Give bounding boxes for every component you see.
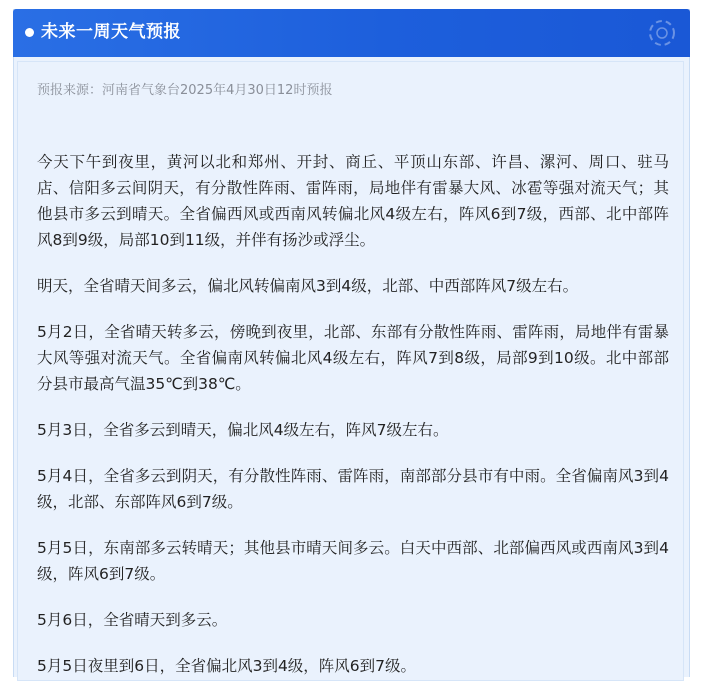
forecast-paragraph: 明天，全省晴天间多云，偏北风转偏南风3到4级，北部、中西部阵风7级左右。: [37, 277, 579, 295]
forecast-paragraph: 5月6日，全省晴天到多云。: [37, 611, 228, 629]
forecast-body: [37, 149, 669, 699]
forecast-source: 预报来源：河南省气象台2025年4月30日12时预报: [37, 83, 333, 98]
forecast-card: [13, 9, 690, 677]
bullet-dot-icon: [25, 28, 34, 37]
forecast-paragraph: 5月5日夜里到6日，全省偏北风3到4级，阵风6到7级。: [37, 657, 417, 675]
card-title: 未来一周天气预报: [41, 22, 181, 42]
card-header: [13, 9, 690, 57]
forecast-paragraph: 今天下午到夜里，黄河以北和郑州、开封、商丘、平顶山东部、许昌、漯河、周口、驻马店、信阳多云间阴天，有分散性阵雨、雷阵雨，局地伴有雷暴大风、冰雹等强对流天气；其他县市多云到晴天。全省偏西风或西南风转偏北风4级左右，阵风6到7级，西部、北中部阵风8到9级，局部10到11级，并伴有扬沙或浮尘。: [37, 153, 669, 249]
forecast-paragraph: 5月4日，全省多云到阴天，有分散性阵雨、雷阵雨，南部部分县市有中雨。全省偏南风3到4级，北部、东部阵风6到7级。: [37, 467, 669, 511]
decorative-circle-icon: [640, 15, 680, 51]
forecast-paragraph: 5月5日，东南部多云转晴天；其他县市晴天间多云。白天中西部、北部偏西风或西南风3到4级，阵风6到7级。: [37, 539, 669, 583]
forecast-paragraph: 5月3日，全省多云到晴天，偏北风4级左右，阵风7级左右。: [37, 421, 449, 439]
forecast-content: [17, 61, 684, 681]
forecast-paragraph: 5月2日，全省晴天转多云，傍晚到夜里，北部、东部有分散性阵雨、雷阵雨，局地伴有雷暴大风等强对流天气。全省偏南风转偏北风4级左右，阵风7到8级，局部9到10级。北中部部分县市最高气温35℃到38℃。: [37, 323, 669, 393]
